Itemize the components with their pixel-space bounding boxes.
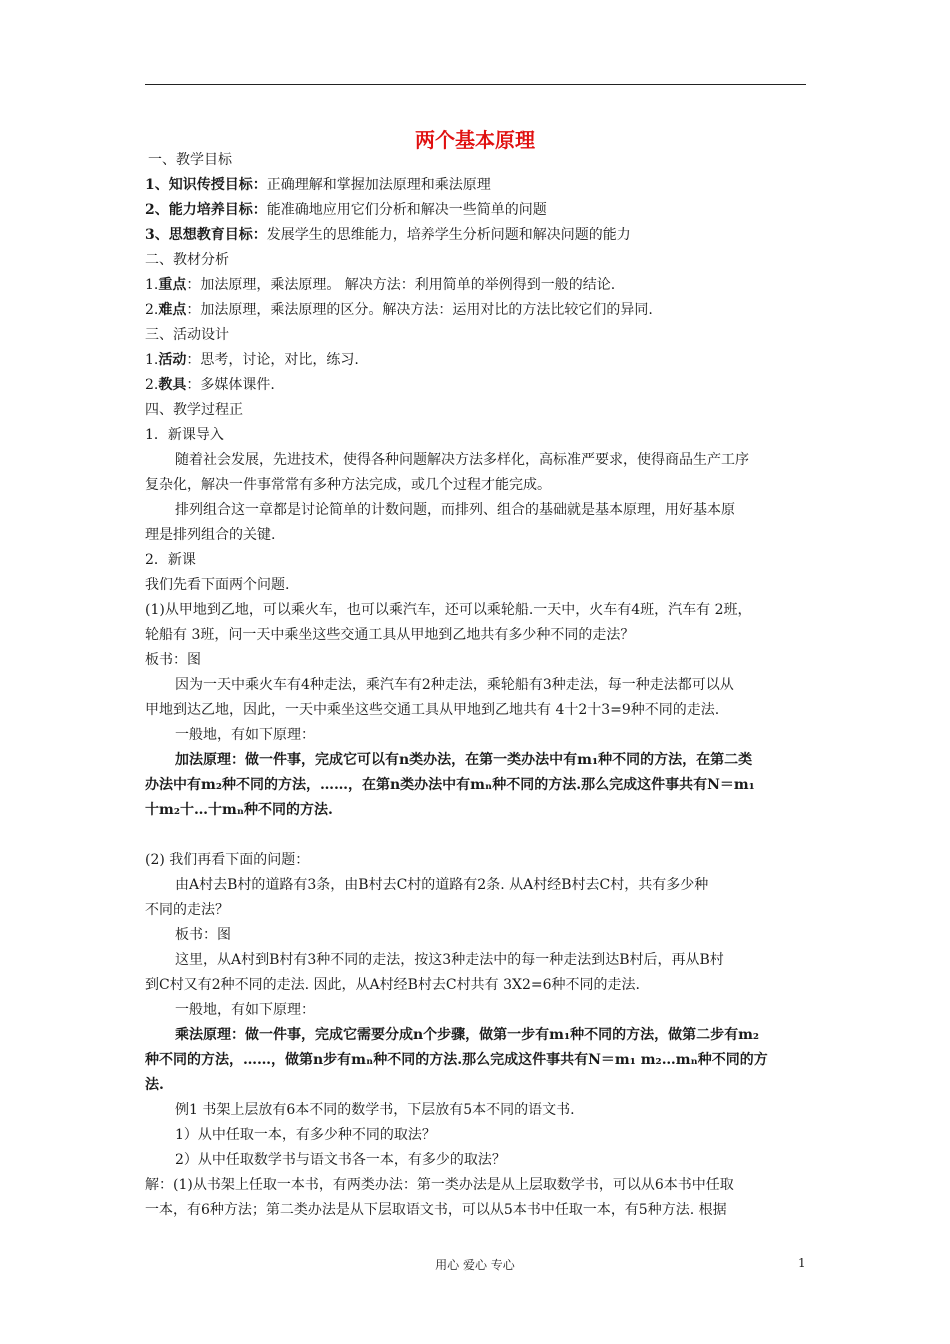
text-line — [175, 676, 734, 694]
text-line — [145, 201, 547, 219]
document-title: 两个基本原理 — [415, 128, 535, 152]
text-line — [175, 926, 231, 944]
text-line — [145, 1201, 727, 1219]
text-run: 三、活动设计 — [145, 327, 229, 343]
text-line — [145, 226, 631, 244]
text-line — [145, 851, 309, 869]
text-line — [145, 576, 289, 594]
text-line — [145, 601, 752, 619]
text-run: 板书：图 — [175, 927, 231, 943]
text-line — [145, 1176, 734, 1194]
text-run: 随着社会发展，先进技术，使得各种问题解决方法多样化，高标准严要求，使得商品生产工序 — [175, 452, 749, 468]
text-run: 轮船有 3班，问一天中乘坐这些交通工具从甲地到乙地共有多少种不同的走法？ — [145, 627, 635, 643]
text-run: 一般地，有如下原理： — [175, 727, 315, 743]
header-rule — [145, 84, 806, 85]
bold-text: 法. — [145, 1077, 164, 1093]
text-line — [175, 451, 749, 469]
text-run: 板书：图 — [145, 652, 201, 668]
text-line — [175, 1001, 315, 1019]
text-run: 因为一天中乘火车有4种走法，乘汽车有2种走法，乘轮船有3种走法，每一种走法都可以从 — [175, 677, 734, 693]
text-line — [145, 1076, 164, 1094]
text-line — [175, 1151, 506, 1169]
text-run: 由A村去B村的道路有3条，由B村去C村的道路有2条. 从A村经B村去C村，共有多少种 — [175, 877, 709, 893]
bold-text: 3、思想教育目标： — [145, 227, 267, 243]
text-run: 一本，有6种方法；第二类办法是从下层取语文书，可以从5本书中任取一本，有5种方法. 根据 — [145, 1202, 727, 1218]
text-run: 2. — [145, 377, 159, 393]
text-run: ：多媒体课件. — [186, 377, 275, 393]
bold-text: 1、知识传授目标： — [145, 177, 267, 193]
text-run: 不同的走法？ — [145, 902, 229, 918]
text-line — [145, 426, 224, 444]
text-run: 我们先看下面两个问题. — [145, 577, 290, 593]
bold-text: 难点 — [158, 302, 187, 318]
text-line — [145, 251, 229, 269]
text-run: 这里，从A村到B村有3种不同的走法，按这3种走法中的每一种走法到达B村后，再从B村 — [175, 952, 724, 968]
text-run: 复杂化，解决一件事常常有多种方法完成，或几个过程才能完成。 — [145, 477, 551, 493]
text-run: 2．新课 — [145, 552, 196, 568]
text-line — [145, 351, 359, 369]
text-line — [145, 376, 275, 394]
text-line — [145, 526, 275, 544]
bold-text: 活动 — [158, 352, 187, 368]
text-line — [145, 801, 333, 819]
bold-text: 乘法原理：做一件事，完成它需要分成n个步骤，做第一步有m₁种不同的方法，做第二步有m₂ — [175, 1027, 760, 1043]
text-line — [145, 901, 229, 919]
bold-text: 重点 — [158, 277, 187, 293]
text-line — [175, 751, 752, 769]
page-number: 1 — [798, 1256, 806, 1270]
text-line — [145, 551, 196, 569]
text-run: 例1 书架上层放有6本不同的数学书，下层放有5本不同的语文书. — [175, 1102, 575, 1118]
text-line — [145, 776, 755, 794]
text-run: 二、教材分析 — [145, 252, 229, 268]
text-run: 1）从中任取一本，有多少种不同的取法？ — [175, 1127, 436, 1143]
text-line — [145, 276, 615, 294]
text-run: 1. — [145, 352, 159, 368]
bold-text: 办法中有m₂种不同的方法，……，在第n类办法中有mₙ种不同的方法.那么完成这件事共有N＝m₁ — [145, 777, 755, 793]
text-line — [145, 401, 243, 419]
text-line — [145, 301, 653, 319]
text-line — [175, 726, 315, 744]
text-run: 2）从中任取数学书与语文书各一本，有多少的取法？ — [175, 1152, 506, 1168]
text-line — [148, 151, 232, 169]
text-run: 一般地，有如下原理： — [175, 1002, 315, 1018]
text-run: 发展学生的思维能力，培养学生分析问题和解决问题的能力 — [266, 227, 631, 243]
text-line — [145, 326, 229, 344]
text-run: ：加法原理，乘法原理的区分。解决方法：运用对比的方法比较它们的异同. — [186, 302, 653, 318]
text-line — [145, 701, 719, 719]
text-run: 一、教学目标 — [148, 152, 232, 168]
text-line — [145, 476, 551, 494]
bold-text: 十m₂十…十mₙ种不同的方法. — [145, 802, 333, 818]
text-line — [175, 1101, 575, 1119]
bold-text: 2、能力培养目标： — [145, 202, 267, 218]
text-line — [175, 501, 735, 519]
text-run: 正确理解和掌握加法原理和乘法原理 — [266, 177, 491, 193]
page-footer: 用心 爱心 专心 — [435, 1258, 515, 1272]
text-run: 1. — [145, 277, 159, 293]
text-run: ：加法原理，乘法原理。 解决方法：利用简单的举例得到一般的结论. — [186, 277, 616, 293]
text-run: ：思考，讨论，对比，练习. — [186, 352, 359, 368]
text-line — [175, 876, 708, 894]
text-run: 1．新课导入 — [145, 427, 224, 443]
text-line — [175, 1026, 759, 1044]
text-run: 到C村又有2种不同的走法. 因此，从A村经B村去C村共有 3X2=6种不同的走法. — [145, 977, 640, 993]
text-run: 能准确地应用它们分析和解决一些简单的问题 — [266, 202, 547, 218]
text-line — [175, 1126, 436, 1144]
text-run: (1)从甲地到乙地，可以乘火车，也可以乘汽车，还可以乘轮船.一天中，火车有4班，汽车有 2班， — [145, 602, 752, 618]
text-run: 解：(1)从书架上任取一本书，有两类办法：第一类办法是从上层取数学书，可以从6本书中任取 — [145, 1177, 734, 1193]
text-run: 排列组合这一章都是讨论简单的计数问题，而排列、组合的基础就是基本原理，用好基本原 — [175, 502, 735, 518]
text-line — [145, 626, 634, 644]
text-line — [145, 1051, 768, 1069]
text-line — [145, 976, 640, 994]
text-run: 理是排列组合的关键. — [145, 527, 276, 543]
text-run: 2. — [145, 302, 159, 318]
text-line — [145, 651, 201, 669]
text-line — [145, 176, 491, 194]
text-run: (2) 我们再看下面的问题： — [145, 852, 310, 868]
text-run: 四、教学过程正 — [145, 402, 243, 418]
bold-text: 加法原理：做一件事，完成它可以有n类办法，在第一类办法中有m₁种不同的方法，在第二类 — [175, 752, 753, 768]
text-line — [175, 951, 724, 969]
text-run: 甲地到达乙地，因此，一天中乘坐这些交通工具从甲地到乙地共有 4十2十3=9种不同的走法. — [145, 702, 720, 718]
bold-text: 种不同的方法，……，做第n步有mₙ种不同的方法.那么完成这件事共有N＝m₁ m₂…mₙ种不同的方 — [145, 1052, 768, 1068]
bold-text: 教具 — [158, 377, 187, 393]
